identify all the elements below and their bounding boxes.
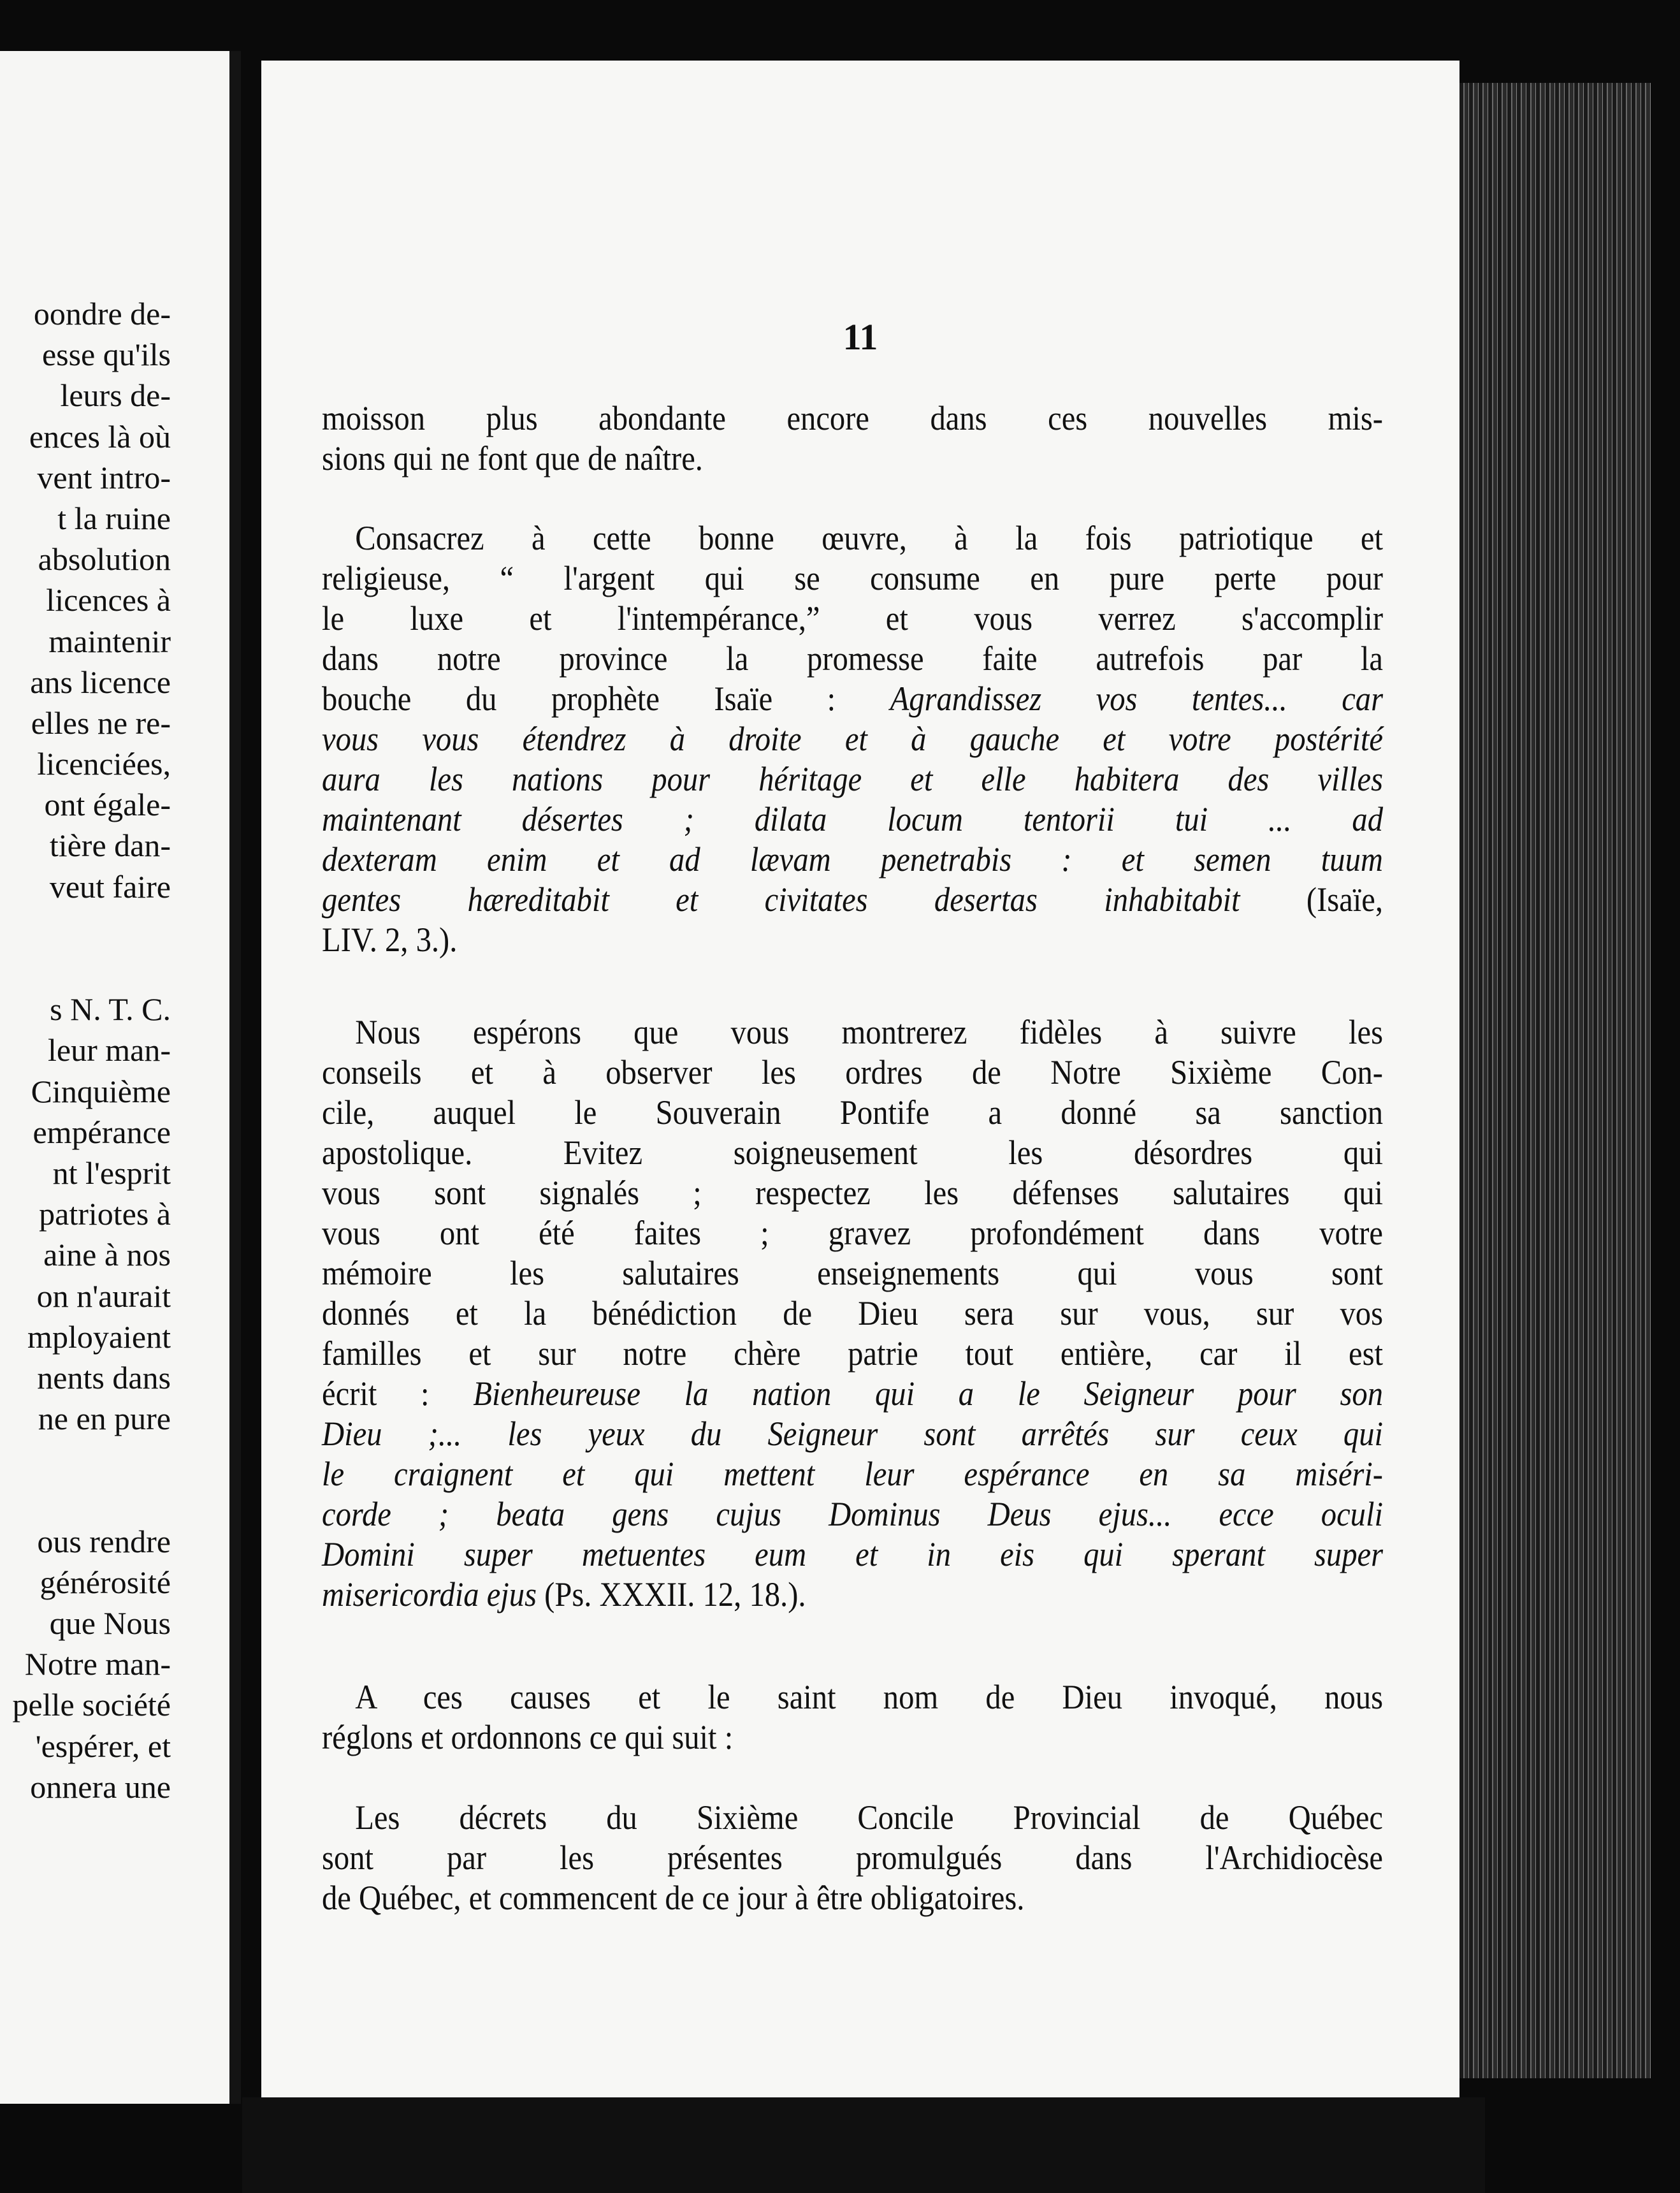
roman-text: sont par les présentes promulgués dans l'Archidiocèse — [322, 1839, 1383, 1877]
left-page-line: ences là où — [29, 418, 171, 455]
page-bottom-shadow — [242, 2097, 1485, 2193]
roman-text: sions qui ne font que de naître. — [322, 439, 703, 477]
text-line — [322, 518, 1383, 558]
page-number: 11 — [843, 316, 878, 358]
text-line — [322, 639, 1383, 679]
roman-text: vous ont été faites ; gravez profondément dans votre — [322, 1214, 1383, 1252]
roman-text: vous sont signalés ; respectez les défenses salutaires qui — [322, 1174, 1383, 1212]
text-line — [322, 1374, 1383, 1414]
roman-text: apostolique. Evitez soigneusement les désordres qui — [322, 1133, 1383, 1172]
roman-text: conseils et à observer les ordres de Notre Sixième Con- — [322, 1053, 1383, 1091]
roman-text: Nous espérons que vous montrerez fidèles à suivre les — [355, 1013, 1384, 1051]
left-page-line: Notre man- — [24, 1646, 171, 1682]
italic-text: Domini super metuentes eum et in eis qui sperant super — [322, 1535, 1383, 1573]
italic-text: Dieu ;... les yeux du Seigneur sont arrêtés sur ceux qui — [322, 1415, 1383, 1453]
text-line — [322, 1414, 1383, 1454]
text-line — [322, 439, 1383, 479]
paragraph — [322, 518, 1383, 960]
left-page-line: leur man- — [48, 1032, 171, 1068]
text-line — [322, 1213, 1383, 1253]
roman-text: bouche du prophète Isaïe : — [322, 680, 890, 718]
paragraph — [322, 1798, 1383, 1918]
left-page — [0, 51, 241, 2104]
left-page-line: licenciées, — [37, 746, 171, 782]
left-page-line: 'espérer, et — [35, 1728, 171, 1764]
roman-text: de Québec, et commencent de ce jour à être obligatoires. — [322, 1879, 1025, 1917]
left-page-line: aine à nos — [43, 1237, 171, 1273]
left-page-line: ne en pure — [38, 1401, 171, 1437]
text-line — [322, 1838, 1383, 1878]
text-line — [322, 1677, 1383, 1717]
roman-text: LIV. 2, 3.). — [322, 921, 458, 959]
text-line — [322, 599, 1383, 639]
left-page-line: nents dans — [37, 1359, 171, 1395]
left-page-line: que Nous — [49, 1605, 171, 1641]
left-page-line: patriotes à — [39, 1196, 171, 1232]
left-page-line: générosité — [40, 1564, 171, 1600]
roman-text: religieuse, “ l'argent qui se consume en pure perte pour — [322, 559, 1383, 597]
left-page-line: ous rendre — [37, 1523, 171, 1559]
italic-text: maintenant désertes ; dilata locum tentorii tui ... ad — [322, 800, 1383, 838]
italic-text: corde ; beata gens cujus Dominus Deus ejus... ecce oculi — [322, 1495, 1383, 1533]
text-line — [322, 799, 1383, 840]
text-line — [322, 558, 1383, 599]
left-page-line: ont égale- — [44, 787, 171, 823]
roman-text: écrit : — [322, 1374, 474, 1413]
roman-text: cile, auquel le Souverain Pontife a donné sa sanction — [322, 1093, 1383, 1132]
text-line — [322, 1534, 1383, 1575]
left-page-line — [0, 907, 171, 948]
text-line — [322, 1494, 1383, 1534]
left-page-line: esse qu'ils — [41, 337, 171, 373]
text-line — [322, 1334, 1383, 1374]
left-page-line: onnera une — [30, 1768, 171, 1805]
text-line — [322, 679, 1383, 719]
left-page-text — [0, 293, 171, 1807]
roman-text: donnés et la bénédiction de Dieu sera sur vous, sur vos — [322, 1294, 1383, 1332]
italic-text: le craignent et qui mettent leur espérance en sa miséri- — [322, 1455, 1383, 1493]
left-page-line: on n'aurait — [36, 1278, 171, 1314]
left-page-line: empérance — [33, 1114, 171, 1150]
text-line — [322, 1575, 1383, 1615]
text-line — [322, 1717, 1383, 1758]
text-line — [322, 759, 1383, 799]
roman-text: mémoire les salutaires enseignements qui vous sont — [322, 1254, 1383, 1292]
text-line — [322, 719, 1383, 759]
roman-text: (Isaïe, — [1240, 880, 1383, 919]
italic-text: vous vous étendrez à droite et à gauche et votre postérité — [322, 720, 1383, 758]
left-page-line: leurs de- — [60, 377, 171, 414]
left-page-line: s N. T. C. — [50, 991, 171, 1028]
left-page-line: veut faire — [49, 868, 171, 905]
main-page — [261, 61, 1459, 2097]
left-page-line: mployaient — [27, 1318, 171, 1355]
roman-text: (Ps. XXXII. 12, 18.). — [537, 1575, 806, 1614]
paragraph — [322, 1677, 1383, 1758]
left-page-line: ans licence — [30, 664, 171, 700]
italic-text: aura les nations pour héritage et elle habitera des villes — [322, 760, 1383, 798]
roman-text: moisson plus abondante encore dans ces nouvelles mis- — [322, 399, 1383, 437]
roman-text: Consacrez à cette bonne œuvre, à la fois patriotique et — [355, 519, 1384, 557]
roman-text: familles et sur notre chère patrie tout entière, car il est — [322, 1334, 1383, 1373]
left-page-line: oondre de- — [33, 296, 171, 332]
left-page-line: tière dan- — [49, 827, 171, 864]
left-page-line — [0, 948, 171, 989]
italic-text: gentes hæreditabit et civitates desertas inhabitabit — [322, 880, 1240, 919]
left-page-line: licences à — [46, 582, 171, 618]
left-page-line: elles ne re- — [31, 704, 171, 741]
paragraph — [322, 398, 1383, 479]
text-line — [322, 1093, 1383, 1133]
text-line — [322, 920, 1383, 960]
left-page-line — [0, 1480, 171, 1520]
italic-text: Bienheureuse la nation qui a le Seigneur pour son — [473, 1374, 1383, 1413]
roman-text: le luxe et l'intempérance,” et vous verrez s'accomplir — [322, 599, 1383, 638]
left-page-line: t la ruine — [57, 500, 171, 536]
text-line — [322, 1253, 1383, 1293]
paragraph — [322, 1012, 1383, 1615]
left-page-line: absolution — [38, 541, 171, 578]
roman-text: dans notre province la promesse faite autrefois par la — [322, 639, 1383, 678]
left-page-line: nt l'esprit — [52, 1155, 171, 1191]
roman-text: Les décrets du Sixième Concile Provincial de Québec — [355, 1798, 1384, 1837]
text-line — [322, 1798, 1383, 1838]
text-line — [322, 1173, 1383, 1213]
text-line — [322, 1878, 1383, 1918]
left-page-line: Cinquième — [31, 1073, 171, 1109]
left-page-line: vent intro- — [37, 459, 171, 495]
italic-text: Agrandissez vos tentes... car — [890, 680, 1384, 718]
left-page-line: maintenir — [48, 623, 171, 659]
text-line — [322, 1454, 1383, 1494]
roman-text: A ces causes et le saint nom de Dieu invoqué, nous — [355, 1678, 1384, 1716]
left-page-line: pelle société — [12, 1687, 171, 1723]
book-fore-edge — [1459, 83, 1651, 2078]
text-line — [322, 840, 1383, 880]
text-line — [322, 398, 1383, 439]
text-line — [322, 880, 1383, 920]
text-line — [322, 1133, 1383, 1173]
text-line — [322, 1053, 1383, 1093]
italic-text: dexteram enim et ad lævam penetrabis : et semen tuum — [322, 840, 1383, 878]
text-line — [322, 1293, 1383, 1334]
italic-text: misericordia ejus — [322, 1575, 537, 1614]
text-line — [322, 1012, 1383, 1053]
left-page-line — [0, 1439, 171, 1480]
roman-text: réglons et ordonnons ce qui suit : — [322, 1718, 734, 1756]
